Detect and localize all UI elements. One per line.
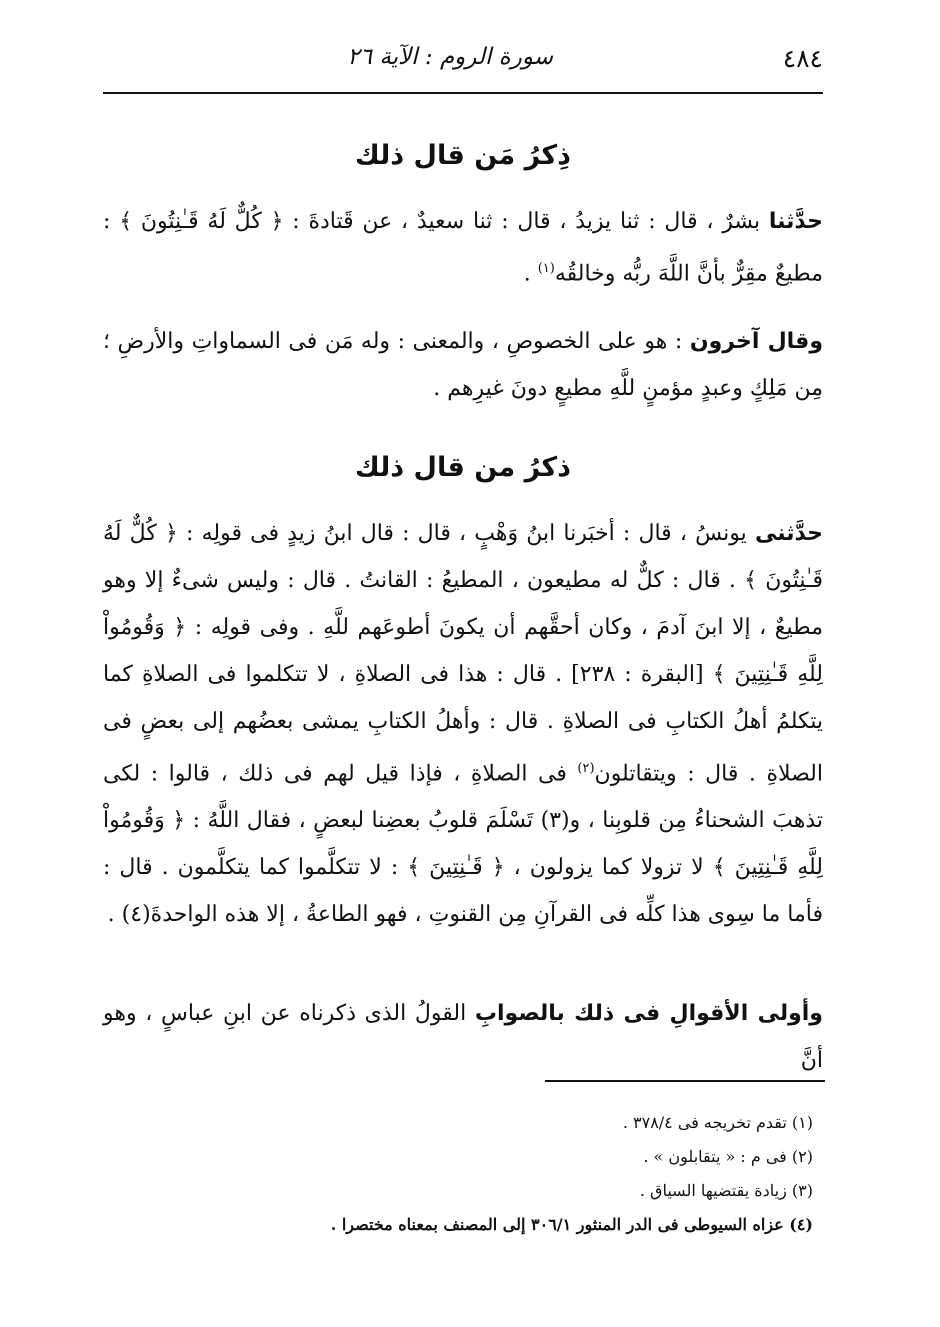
paragraph-text: : هو على الخصوصِ ، والمعنى : وله مَن فى السماواتِ والأرضِ ؛ مِن مَلِكٍ وعبدٍ مؤمنٍ للَّهِ مطيعٍ دونَ غيرِهم . [103,329,823,401]
paragraph-3 [103,510,823,938]
page-number: ٤٨٤ [782,44,823,73]
footnote-3: (٣) زيادة يقتضيها السياق . [639,1181,813,1200]
footnote-2: (٢) فى م : « يتقابلون » . [643,1147,813,1166]
footnote-divider [545,1080,825,1082]
section-heading-2: ذكرُ من قال ذلك [355,452,571,483]
paragraph-tail: . [523,261,538,287]
paragraph-text: يونسُ ، قال : أخبَرنا ابنُ وَهْبٍ ، قال : قال ابنُ زيدٍ فى قولِه : ﴿ كُلٌّ لَهُ قَـٰنِتُونَ ﴾ . قال : كلٌّ له مطيعون ، المطيعُ : القانتُ . قال : وليس شىءٌ إلا وهو مطيعٌ ، إلا ابنَ آدمَ ، وكان أحقَّهم أن يكونَ أطوعَهم للَّهِ . وفى قولِه : ﴿ وَقُومُواْ لِلَّهِ قَـٰنِتِينَ ﴾ [البقرة : ٢٣٨] . قال : هذا فى الصلاةِ ، لا تتكلموا فى الصلاةِ كما يتكلمُ أهلُ الكتابِ فى الصلاةِ . قال : وأهلُ الكتابِ يمشى بعضُهم إلى بعضٍ فى الصلاةِ . قال : ويتقاتلون [103,521,823,787]
paragraph-lead: حدَّثنى [754,521,824,546]
paragraph-text: القولُ الذى ذكرناه عن ابنِ عباسٍ ، وهو أنَّ [103,1001,823,1073]
header-divider [103,92,823,94]
section-heading-1: ذِكرُ مَن قال ذلك [355,140,571,171]
paragraph-tail: فى الصلاةِ ، فإذا قيل لهم فى ذلك ، قالوا : لكى تذهبَ الشحناءُ مِن قلوبِنا ، و(٣) تَسْلَمَ قلوبُ بعضِنا لبعضٍ ، فقال اللَّهُ : ﴿ وَقُومُواْ لِلَّهِ قَـٰنِتِينَ ﴾ لا تزولا كما يزولون ، ﴿ قَـٰنِتِينَ ﴾ : لا تتكلَّموا كما يتكلَّمون . قال : فأما ما سِوى هذا كلِّه فى القرآنِ مِن القنوتِ ، فهو الطاعةُ ، إلا هذه الواحدةَ(٤) . [103,761,824,928]
paragraph-lead: حدَّثنا [768,209,823,234]
footnote-marker: (١) [537,261,555,276]
paragraph-4 [103,990,823,1084]
paragraph-1 [103,198,823,297]
footnotes [103,1106,813,1242]
paragraph-2 [103,318,823,412]
paragraph-text: بشرٌ ، قال : ثنا يزيدُ ، قال : ثنا سعيدٌ ، عن قَتادةَ : ﴿ كُلٌّ لَهُ قَـٰنِتُونَ ﴾ : مطيعٌ مقِرٌّ بأنَّ اللَّهَ ربُّه وخالقُه [103,209,823,287]
paragraph-lead: وأولى الأقوالِ فى ذلك بالصوابِ [474,1001,823,1026]
footnote-1: (١) تقدم تخريجه فى ٣٧٨/٤ . [622,1113,813,1132]
footnote-marker: (٢) [577,761,595,776]
running-title: سورة الروم : الآية ٢٦ [347,44,553,70]
footnote-4: (٤) عزاه السيوطى فى الدر المنثور ٣٠٦/١ إلى المصنف بمعناه مختصرا . [330,1215,813,1234]
page-header [103,40,823,86]
paragraph-lead: وقال آخرون [689,329,824,354]
